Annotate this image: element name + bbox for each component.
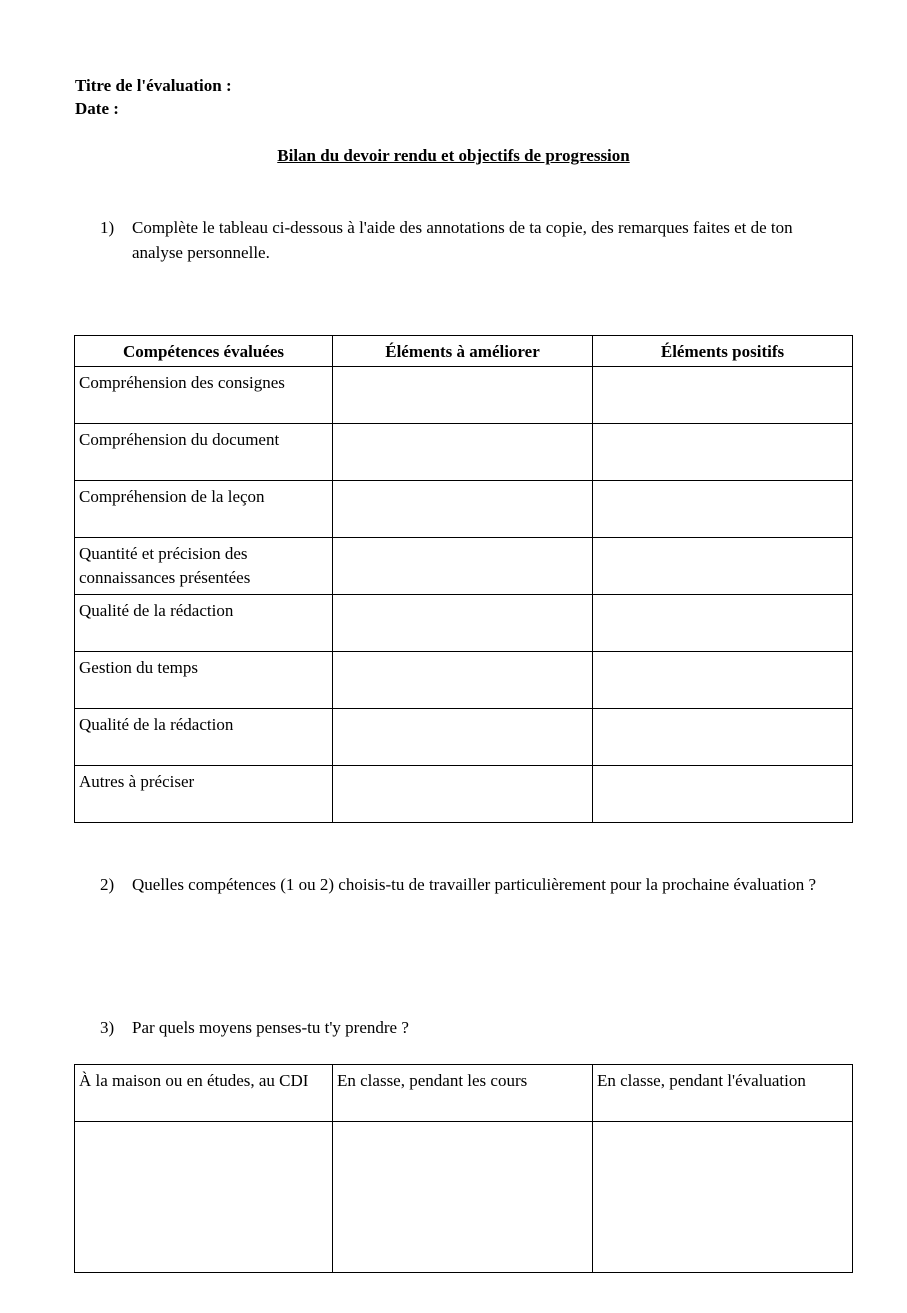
question-1-number: 1) bbox=[100, 218, 115, 237]
competence-label: Compréhension des consignes bbox=[75, 367, 333, 424]
date-label: Date : bbox=[75, 99, 119, 118]
ameliorer-cell[interactable] bbox=[333, 595, 593, 652]
evaluation-title-label: Titre de l'évaluation : bbox=[75, 76, 232, 95]
positifs-cell[interactable] bbox=[593, 367, 853, 424]
ameliorer-cell[interactable] bbox=[333, 766, 593, 823]
header-competences: Compétences évaluées bbox=[75, 336, 333, 367]
ameliorer-cell[interactable] bbox=[333, 481, 593, 538]
competence-label: Compréhension de la leçon bbox=[75, 481, 333, 538]
table-row bbox=[75, 367, 853, 424]
question-3-number: 3) bbox=[100, 1018, 115, 1037]
positifs-cell[interactable] bbox=[593, 652, 853, 709]
header-positifs: Éléments positifs bbox=[593, 336, 853, 367]
table-row bbox=[75, 1122, 853, 1273]
positifs-cell[interactable] bbox=[593, 424, 853, 481]
question-2-text: Quelles compétences (1 ou 2) choisis-tu de travailler particulièrement pour la prochaine évaluation ? bbox=[132, 875, 816, 894]
header-classe-cours: En classe, pendant les cours bbox=[333, 1065, 593, 1122]
header-ameliorer: Éléments à améliorer bbox=[333, 336, 593, 367]
moyens-table bbox=[74, 1064, 853, 1273]
competence-label: Autres à préciser bbox=[75, 766, 333, 823]
header-maison: À la maison ou en études, au CDI bbox=[75, 1065, 333, 1122]
table-row bbox=[75, 538, 853, 595]
positifs-cell[interactable] bbox=[593, 766, 853, 823]
page-heading: Bilan du devoir rendu et objectifs de progression bbox=[277, 146, 630, 165]
maison-cell[interactable] bbox=[75, 1122, 333, 1273]
question-1-text: Complète le tableau ci-dessous à l'aide des annotations de ta copie, des remarques faites et de ton analyse personnelle. bbox=[132, 218, 793, 262]
positifs-cell[interactable] bbox=[593, 709, 853, 766]
competences-table bbox=[74, 335, 853, 823]
classe-evaluation-cell[interactable] bbox=[593, 1122, 853, 1273]
table-row bbox=[75, 424, 853, 481]
table-header-row bbox=[75, 1065, 853, 1122]
question-2-number: 2) bbox=[100, 875, 115, 894]
ameliorer-cell[interactable] bbox=[333, 652, 593, 709]
ameliorer-cell[interactable] bbox=[333, 367, 593, 424]
competence-label: Qualité de la rédaction bbox=[75, 709, 333, 766]
header-classe-evaluation: En classe, pendant l'évaluation bbox=[593, 1065, 853, 1122]
ameliorer-cell[interactable] bbox=[333, 709, 593, 766]
table-row bbox=[75, 652, 853, 709]
question-2 bbox=[100, 872, 845, 897]
ameliorer-cell[interactable] bbox=[333, 424, 593, 481]
question-1 bbox=[100, 215, 845, 265]
table-row bbox=[75, 766, 853, 823]
competence-label: Qualité de la rédaction bbox=[75, 595, 333, 652]
question-3-text: Par quels moyens penses-tu t'y prendre ? bbox=[132, 1018, 409, 1037]
table-header-row bbox=[75, 336, 853, 367]
question-3 bbox=[100, 1015, 845, 1040]
classe-cours-cell[interactable] bbox=[333, 1122, 593, 1273]
table-row bbox=[75, 709, 853, 766]
table-row bbox=[75, 481, 853, 538]
positifs-cell[interactable] bbox=[593, 481, 853, 538]
ameliorer-cell[interactable] bbox=[333, 538, 593, 595]
competence-label: Compréhension du document bbox=[75, 424, 333, 481]
positifs-cell[interactable] bbox=[593, 538, 853, 595]
positifs-cell[interactable] bbox=[593, 595, 853, 652]
competence-label: Quantité et précision des connaissances présentées bbox=[75, 538, 333, 595]
table-row bbox=[75, 595, 853, 652]
competence-label: Gestion du temps bbox=[75, 652, 333, 709]
